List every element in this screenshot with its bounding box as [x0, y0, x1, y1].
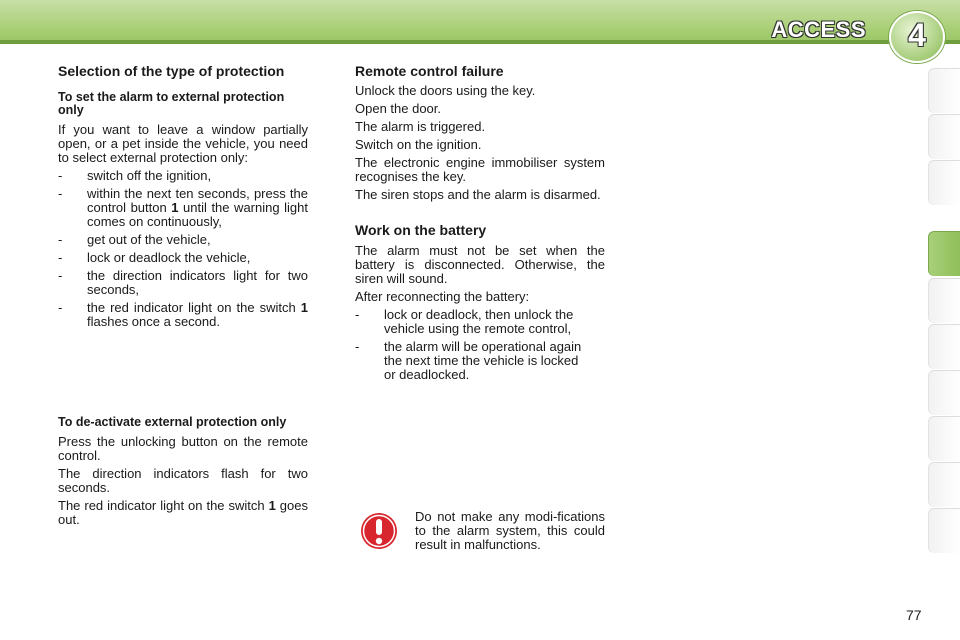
header-gap — [0, 44, 960, 54]
list-item — [58, 251, 308, 265]
list-text: lock or deadlock the vehicle, — [87, 250, 251, 265]
list-dash: - — [58, 232, 63, 247]
chapter-tab[interactable] — [928, 68, 960, 113]
left-column-lower — [58, 416, 308, 531]
list-text-after: flashes once a second. — [87, 314, 220, 329]
remote-line: Switch on the ignition. — [355, 137, 482, 152]
chapter-tab[interactable] — [928, 416, 960, 461]
chapter-tab-active[interactable] — [928, 231, 960, 276]
list-text: get out of the vehicle, — [87, 232, 211, 247]
list-dash: - — [58, 186, 63, 201]
list-text: switch off the ignition, — [87, 168, 212, 183]
list-text: lock or deadlock, then unlock the vehicle using the remote control, — [384, 307, 574, 336]
chapter-tab[interactable] — [928, 370, 960, 415]
remote-line: The electronic engine immobiliser system recognises the key. — [355, 155, 605, 184]
list-item — [58, 169, 308, 183]
list-item — [58, 269, 308, 297]
chapter-tab[interactable] — [928, 278, 960, 323]
list-dash: - — [58, 300, 63, 315]
chapter-tab[interactable] — [928, 324, 960, 369]
switch-number: 1 — [300, 300, 308, 315]
list-item — [58, 233, 308, 247]
remote-line: Unlock the doors using the key. — [355, 83, 536, 98]
section-heading-protection: Selection of the type of protection — [58, 63, 285, 79]
list-dash: - — [355, 339, 360, 354]
list-text: the direction indicators light for two seconds, — [87, 268, 308, 297]
list-dash: - — [58, 168, 63, 183]
remote-line: The siren stops and the alarm is disarmed. — [355, 187, 601, 202]
list-dash: - — [355, 307, 360, 322]
list-item — [355, 308, 605, 336]
list-item — [355, 340, 605, 382]
left-column — [58, 64, 308, 333]
chapter-tab[interactable] — [928, 160, 960, 205]
list-text: the red indicator light on the switch — [87, 300, 296, 315]
chapter-tabs — [928, 68, 960, 573]
subheading-deactivate: To de-activate external protection only — [58, 415, 287, 429]
subheading-set-alarm: To set the alarm to external protection only — [58, 90, 285, 117]
section-heading-remote-failure: Remote control failure — [355, 63, 504, 79]
chapter-tab[interactable] — [928, 114, 960, 159]
chapter-number: 4 — [908, 17, 926, 53]
chapter-badge — [889, 11, 945, 63]
list-dash: - — [58, 268, 63, 283]
list-dash: - — [58, 250, 63, 265]
exclamation-icon — [360, 512, 398, 550]
battery-paragraph-2: After reconnecting the battery: — [355, 289, 530, 304]
deactivate-paragraph-3 — [58, 499, 308, 527]
list-text: within the next ten seconds, press the control button — [87, 186, 308, 215]
intro-paragraph: If you want to leave a window partially open, or a pet inside the vehicle, you need to select external protection only: — [58, 122, 308, 165]
deactivate-text-after: goes out. — [58, 498, 308, 527]
chapter-tab[interactable] — [928, 508, 960, 553]
switch-number: 1 — [171, 200, 179, 215]
list-text-after: until the warning light comes on continuously, — [87, 200, 308, 229]
chapter-title: ACCESS — [771, 17, 866, 42]
switch-number: 1 — [268, 498, 276, 513]
deactivate-text: The red indicator light on the switch — [58, 498, 265, 513]
right-column — [355, 64, 605, 386]
deactivate-paragraph-2: The direction indicators flash for two seconds. — [58, 466, 308, 495]
battery-paragraph-1: The alarm must not be set when the battery is disconnected. Otherwise, the siren will sound. — [355, 243, 605, 286]
page-number: 77 — [906, 607, 922, 623]
list-item — [58, 187, 308, 229]
warning-text: Do not make any modi-fications to the alarm system, this could result in malfunctions. — [415, 509, 605, 552]
remote-line: The alarm is triggered. — [355, 119, 486, 134]
remote-line: Open the door. — [355, 101, 442, 116]
chapter-tab[interactable] — [928, 462, 960, 507]
list-text: the alarm will be operational again the next time the vehicle is locked or deadlocked. — [384, 339, 582, 382]
list-item — [58, 301, 308, 329]
section-heading-battery: Work on the battery — [355, 222, 487, 238]
deactivate-paragraph-1: Press the unlocking button on the remote control. — [58, 434, 308, 463]
